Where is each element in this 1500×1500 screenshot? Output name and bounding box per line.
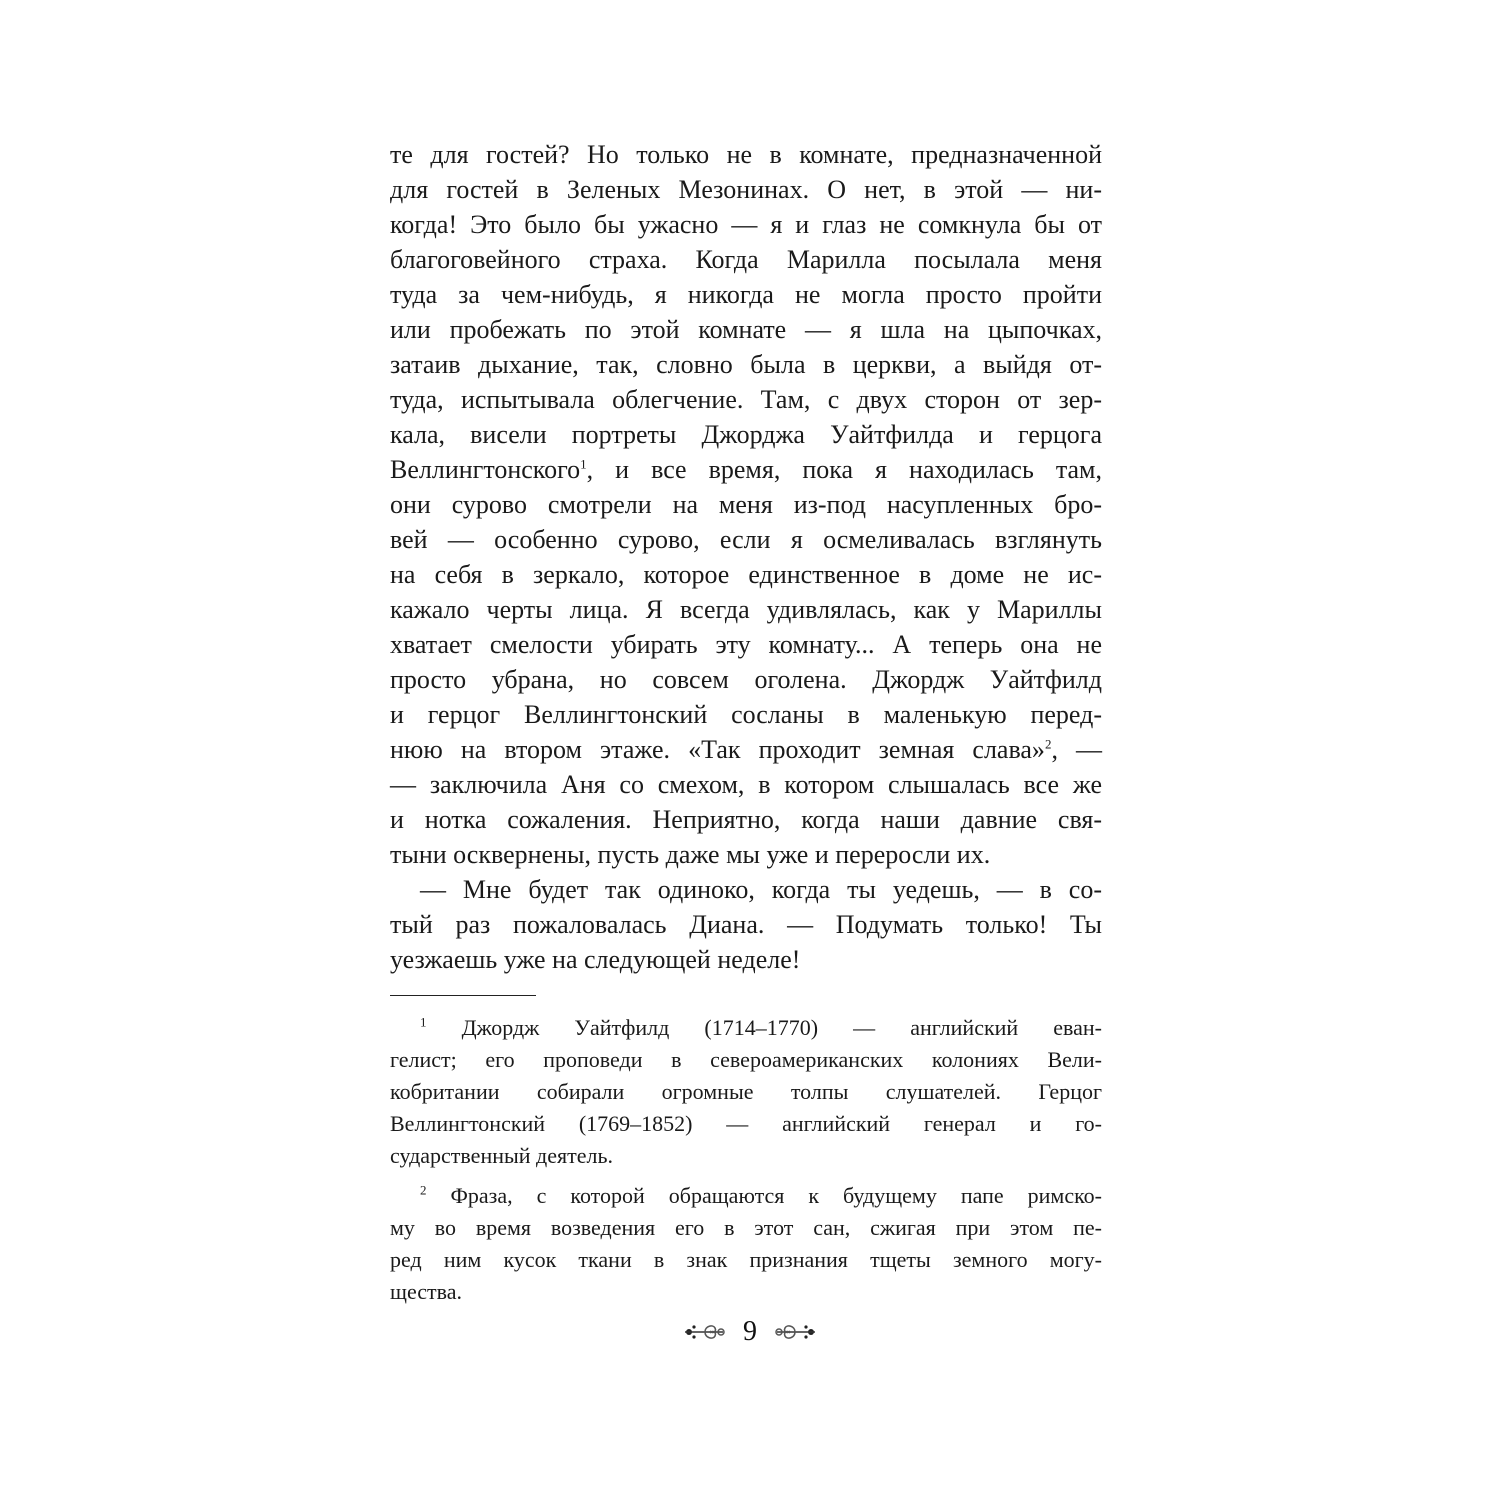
book-page (390, 137, 1102, 1316)
footnote-1 (390, 1012, 1102, 1172)
text-line: на себя в зеркало, которое единственное в доме не ис- (390, 560, 1102, 589)
text-line: тый раз пожаловалась Диана. — Подумать только! Ты (390, 910, 1102, 939)
footnote-ref-2[interactable]: 2 (1044, 736, 1052, 752)
text-line: те для гостей? Но только не в комнате, предназначенной (390, 140, 1102, 169)
footnote-line: $^2$ Фраза, с которой обращаются к будущему папе римско- (420, 1182, 1102, 1208)
footnote-mark-2: 2 (420, 1182, 427, 1198)
text-line: и нотка сожаления. Неприятно, когда наши давние свя- (390, 805, 1102, 834)
text-line: они сурово смотрели на меня из-под насупленных бро- (390, 490, 1102, 519)
footnote-mark-1: 1 (420, 1014, 427, 1030)
text-line: туда за чем-нибудь, я никогда не могла просто пройти (390, 280, 1102, 309)
page-folio (0, 1316, 1500, 1348)
text-line: уезжаешь уже на следующей неделе! (390, 945, 801, 974)
dialogue-paragraph (390, 872, 1102, 977)
footnote-2 (390, 1180, 1102, 1308)
text-line: нюю на втором этаже. «Так проходит земная слава»$^2$, — (390, 735, 1102, 764)
text-line: когда! Это было бы ужасно — я и глаз не сомкнула бы от (390, 210, 1102, 239)
text-line: вей — особенно сурово, если я осмеливалась взглянуть (390, 525, 1102, 554)
text-line: — заключила Аня со смехом, в котором слышалась все же (390, 770, 1103, 799)
footnotes (390, 1012, 1102, 1308)
footnote-line: му во время возведения его в этот сан, сжигая при этом пе- (390, 1215, 1102, 1240)
text-line: тыни осквернены, пусть даже мы уже и переросли их. (390, 840, 991, 869)
footnote-line: сударственный деятель. (390, 1143, 614, 1168)
text-line: хватает смелости убирать эту комнату... А теперь она не (390, 630, 1102, 659)
text-line: — Мне будет так одиноко, когда ты уедешь, — в со- (420, 875, 1102, 904)
text-line: кала, висели портреты Джорджа Уайтфилда и герцога (390, 420, 1102, 449)
fleuron-left-icon (683, 1317, 727, 1347)
footnote-line: гелист; его проповеди в североамериканских колониях Вели- (390, 1047, 1102, 1072)
text-line: туда, испытывала облегчение. Там, с двух сторон от зер- (390, 385, 1102, 414)
text-line: и герцог Веллингтонский сосланы в маленькую перед- (390, 700, 1102, 729)
text-line: благоговейного страха. Когда Марилла посылала меня (390, 245, 1102, 274)
text-line: для гостей в Зеленых Мезонинах. О нет, в этой — ни- (390, 175, 1102, 204)
footnote-line: щества. (390, 1279, 462, 1304)
text-line: просто убрана, но совсем оголена. Джордж Уайтфилд (390, 665, 1102, 694)
footnote-divider (390, 995, 536, 996)
body-text (390, 137, 1102, 977)
footnote-line: ред ним кусок ткани в знак признания тщеты земного могу- (390, 1247, 1102, 1272)
text-line: кажало черты лица. Я всегда удивлялась, как у Мариллы (390, 595, 1102, 624)
fleuron-right-icon (773, 1317, 817, 1347)
footnote-line: $^1$ Джордж Уайтфилд (1714–1770) — английский еван- (420, 1014, 1102, 1040)
footnote-ref-1[interactable]: 1 (580, 456, 587, 472)
footnote-line: кобритании собирали огромные толпы слушателей. Герцог (390, 1079, 1102, 1104)
footnote-line: Веллингтонский (1769–1852) — английский генерал и го- (390, 1111, 1102, 1136)
text-line: или пробежать по этой комнате — я шла на цыпочках, (390, 315, 1102, 344)
page-number: 9 (743, 1316, 757, 1347)
text-line: Веллингтонского$^1$, и все время, пока я находилась там, (390, 455, 1102, 484)
text-line: затаив дыхание, так, словно была в церкви, а выйдя от- (390, 350, 1102, 379)
